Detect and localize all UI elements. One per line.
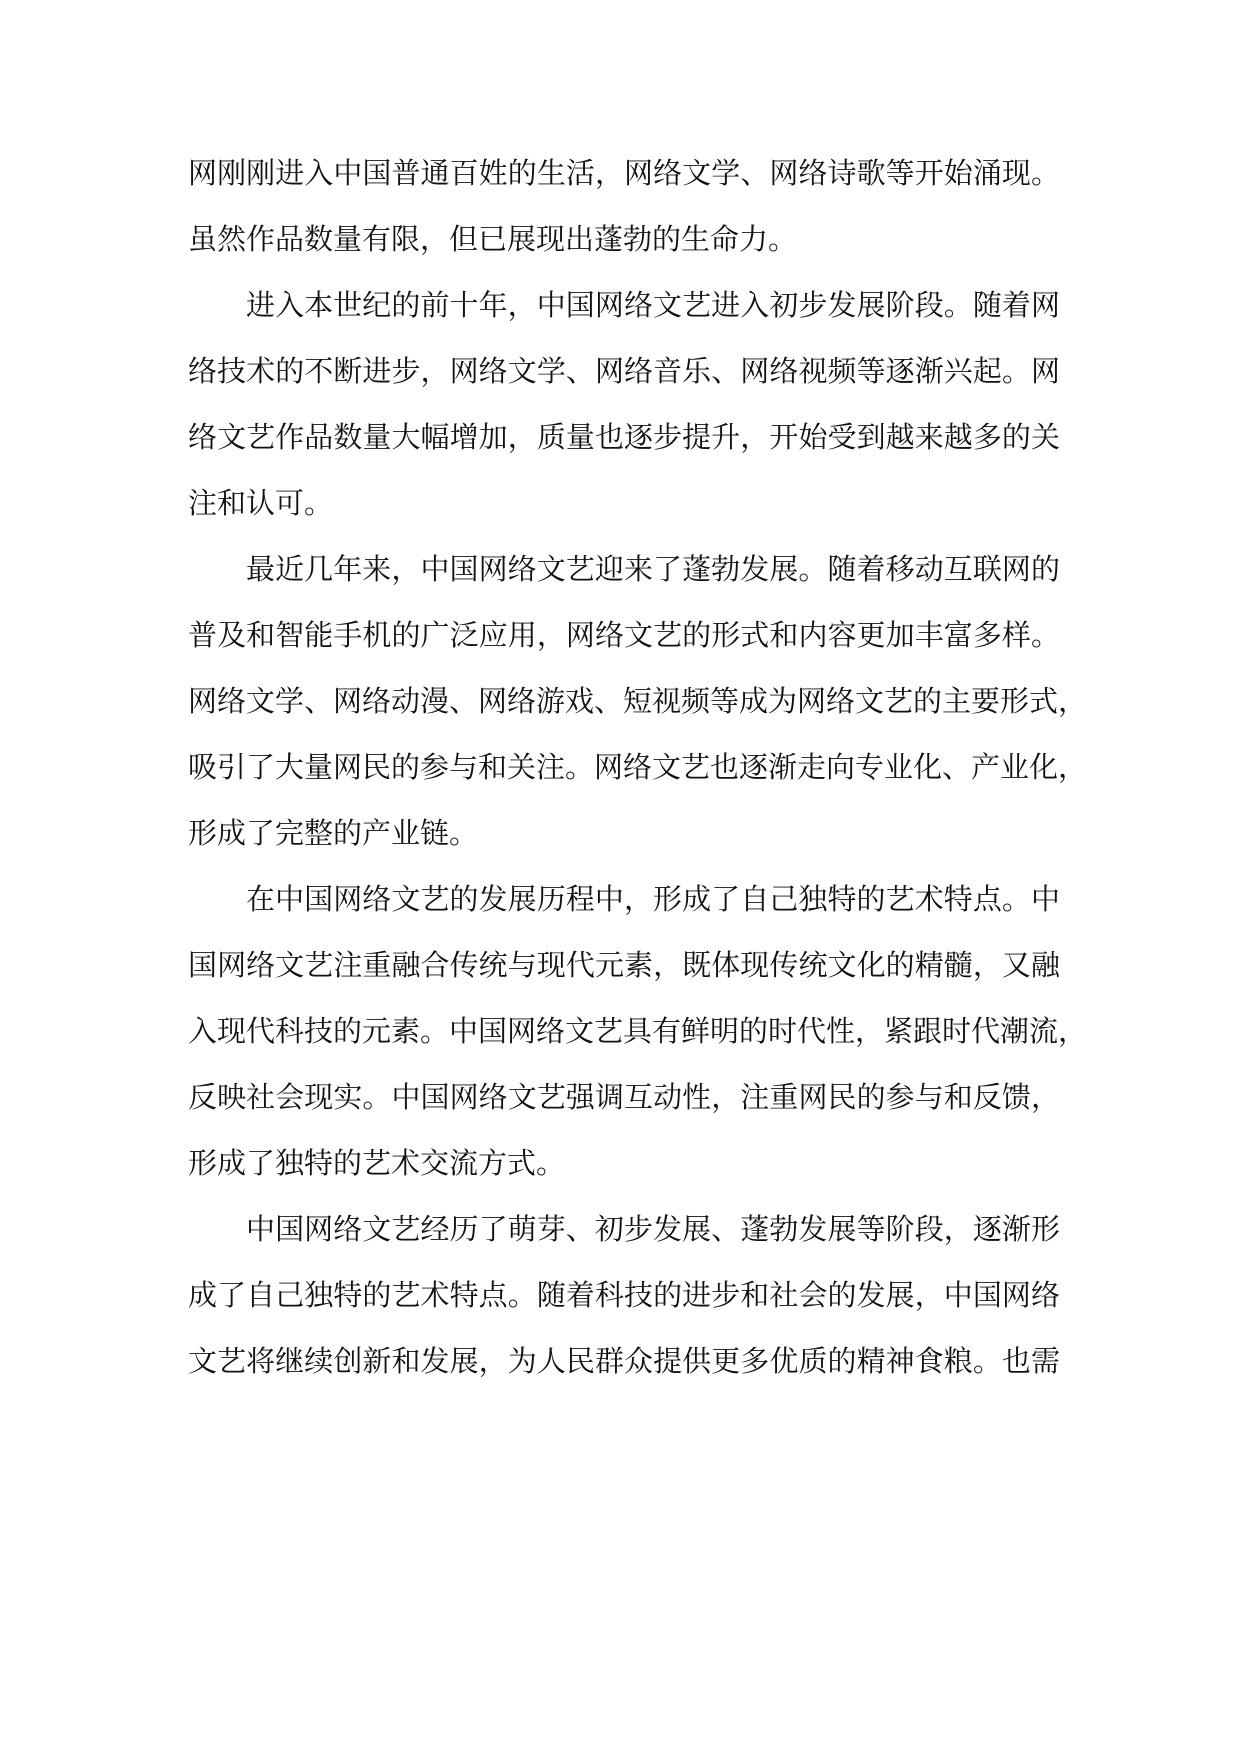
text-line: 文艺将继续创新和发展，为人民群众提供更多优质的精神食粮。也需 bbox=[188, 1344, 1060, 1378]
text-line: 中国网络文艺经历了萌芽、初步发展、蓬勃发展等阶段，逐渐形 bbox=[246, 1212, 1060, 1246]
text-line: 在中国网络文艺的发展历程中，形成了自己独特的艺术特点。中 bbox=[246, 882, 1060, 916]
text-line: 网络文学、网络动漫、网络游戏、短视频等成为网络文艺的主要形式， bbox=[188, 684, 1088, 718]
paragraph-5 bbox=[188, 1196, 1060, 1394]
text-line: 络技术的不断进步，网络文学、网络音乐、网络视频等逐渐兴起。网 bbox=[188, 354, 1060, 388]
text-line: 国网络文艺注重融合传统与现代元素，既体现传统文化的精髓，又融 bbox=[188, 948, 1060, 982]
text-line: 吸引了大量网民的参与和关注。网络文艺也逐渐走向专业化、产业化， bbox=[188, 750, 1088, 784]
text-line: 最近几年来，中国网络文艺迎来了蓬勃发展。随着移动互联网的 bbox=[246, 552, 1060, 586]
text-line: 形成了独特的艺术交流方式。 bbox=[188, 1146, 566, 1180]
text-line: 普及和智能手机的广泛应用，网络文艺的形式和内容更加丰富多样。 bbox=[188, 618, 1060, 652]
paragraph-4 bbox=[188, 866, 1088, 1196]
text-line: 成了自己独特的艺术特点。随着科技的进步和社会的发展，中国网络 bbox=[188, 1278, 1060, 1312]
text-line: 形成了完整的产业链。 bbox=[188, 816, 479, 850]
text-line: 入现代科技的元素。中国网络文艺具有鲜明的时代性，紧跟时代潮流， bbox=[188, 1014, 1088, 1048]
paragraph-2 bbox=[188, 272, 1060, 536]
paragraph-1 bbox=[188, 140, 1060, 272]
text-line: 进入本世纪的前十年，中国网络文艺进入初步发展阶段。随着网 bbox=[246, 288, 1060, 322]
text-line: 络文艺作品数量大幅增加，质量也逐步提升，开始受到越来越多的关 bbox=[188, 420, 1060, 454]
text-line: 网刚刚进入中国普通百姓的生活，网络文学、网络诗歌等开始涌现。 bbox=[188, 156, 1060, 190]
text-line: 注和认可。 bbox=[188, 486, 334, 520]
document-body bbox=[188, 140, 1088, 1394]
text-line: 反映社会现实。中国网络文艺强调互动性，注重网民的参与和反馈， bbox=[188, 1080, 1060, 1114]
paragraph-3 bbox=[188, 536, 1088, 866]
text-line: 虽然作品数量有限，但已展现出蓬勃的生命力。 bbox=[188, 222, 798, 256]
